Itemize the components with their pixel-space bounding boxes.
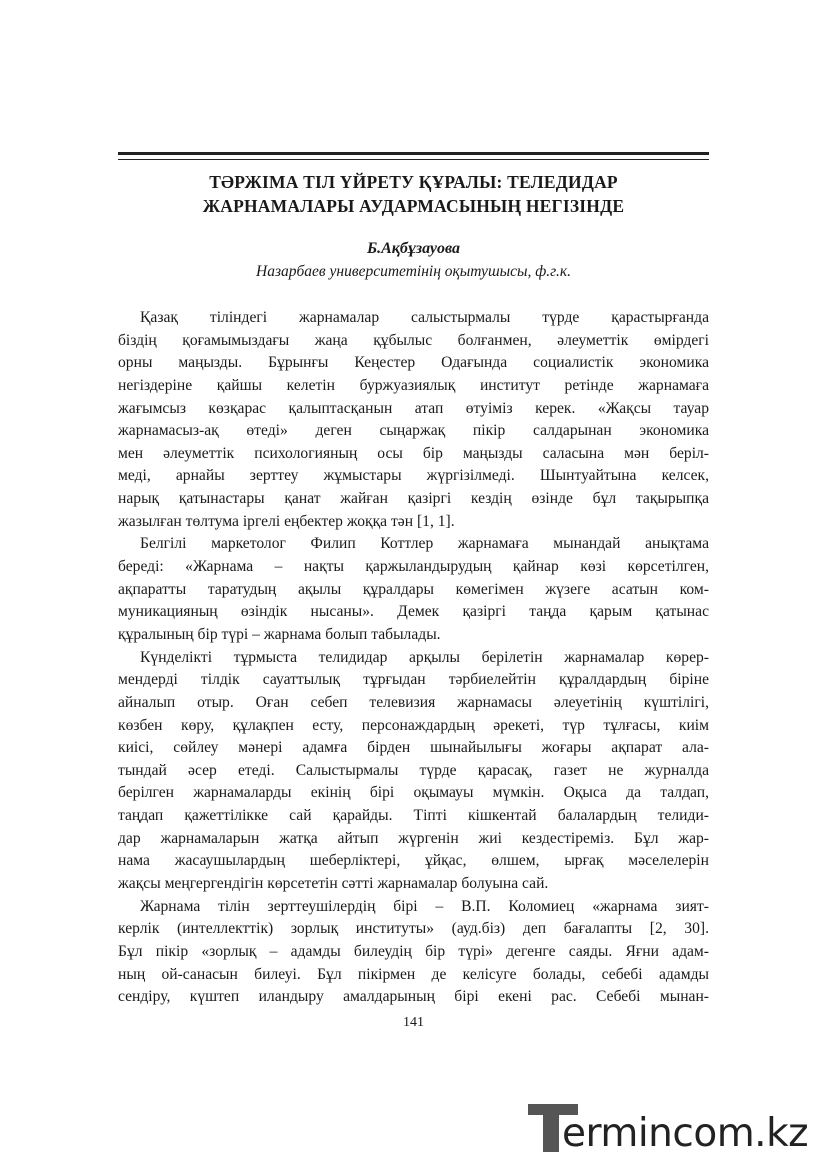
body-line: Күнделікті тұрмыста телидидар арқылы берілетін жарнамалар көрер- [140,648,709,666]
title-line: ТӘРЖІМА ТІЛ ҮЙРЕТУ ҚҰРАЛЫ: ТЕЛЕДИДАР [209,172,618,192]
body-line: таңдап қажеттілікке сай қарайды. Тіпті кішкентай балалардың телиди- [118,807,709,825]
body-line: жазылған төлтума іргелі еңбектер жоққа тән [1, 1]. [118,512,455,530]
body-line: берілген жарнамаларды екінің бірі оқымауы мүмкін. Оқыса да талдап, [118,784,709,802]
body-line: береді: «Жарнама – нақты қаржыландырудың қайнар көзі көрсетілген, [118,558,709,576]
title-line: ЖАРНАМАЛАРЫ АУДАРМАСЫНЫҢ НЕГІЗІНДЕ [202,196,625,216]
body-line: құралының бір түрі – жарнама болып табылады. [118,625,441,643]
body-line: нарық қатынастары қанат жайған қазіргі кездің өзінде бұл тақырыпқа [118,490,709,508]
article-title [118,170,709,218]
termincom-logo [528,1098,818,1156]
body-line: негіздеріне қайшы келетін буржуазиялық институт ретінде жарнамаға [118,376,709,394]
body-line: нама жасаушылардың шеберліктері, ұйқас, өлшем, ырғақ мәселелерін [118,852,709,870]
logo-text: ermincom.kz [562,1111,809,1156]
body-line: айналып отыр. Оған себеп телевизия жарнамасы әлеуетінің күштілігі, [118,693,709,711]
body-line: жағымсыз көзқарас қалыптасқанын атап өтуіміз керек. «Жақсы тауар [118,399,709,417]
body-line: көзбен көру, құлақпен есту, персонаждардың әрекеті, түр тұлғасы, киім [118,716,709,734]
body-line: орны маңызды. Бұрынғы Кеңестер Одағында социалистік экономика [118,354,709,372]
body-line: ның ой-санасын билеуі. Бұл пікірмен де келісуге болады, себебі адамды [118,965,709,983]
body-line: муникацияның өзіндік нысаны». Демек қазіргі таңда қарым қатынас [118,603,709,621]
body-line: Бұл пікір «зорлық – адамды билеудің бір түрі» дегенге саяды. Яғни адам- [118,942,709,960]
body-line: мендерді тілдік сауаттылық тұрғыдан тәрбиелейтін құралдардың біріне [118,671,709,689]
top-rule-thin [118,159,709,160]
author-name: Б.Ақбұзауова [366,240,461,257]
body-line: Белгілі маркетолог Филип Коттлер жарнамаға мынандай анықтама [140,535,709,553]
body-line: Қазақ тіліндегі жарнамалар салыстырмалы түрде қарастырғанда [140,309,709,326]
body-line: жарнамасыз-ақ өтеді» деген сыңаржақ пікір салдарынан экономика [118,422,709,440]
body-line: сендіру, күштеп иландыру амалдарының бірі екені рас. Себебі мынан- [118,988,709,1006]
body-line: біздің қоғамымыздағы жаңа құбылыс болғанмен, әлеуметтік өмірдегі [118,331,709,349]
article-body [118,307,709,1009]
top-rule-thick [118,152,709,155]
body-line: дар жарнамаларын жатқа айтып жүргенін жиі кездестіреміз. Бұл жар- [118,829,709,847]
body-line: керлік (интеллекттік) зорлық институты» (ауд.біз) деп бағалапты [2, 30]. [118,920,709,938]
body-line: жақсы меңгергендігін көрсететін сәтті жарнамалар болуына сай. [118,875,549,893]
body-line: мен әлеуметтік психологияның осы бір маңызды саласына мән беріл- [118,444,709,462]
body-line: Жарнама тілін зерттеушілердің бірі – В.П. Коломиец «жарнама зият- [140,897,709,915]
body-line: тындай әсер етеді. Салыстырмалы түрде қарасақ, газет не журналда [118,761,709,779]
body-line: меді, арнайы зерттеу жұмыстары жүргізілмеді. Шынтуайтына келсек, [118,467,709,485]
page-number: 141 [403,1015,424,1030]
body-line: ақпаратты таратудың ақылы құралдары көмегімен жүзеге асатын ком- [118,580,709,598]
author-affiliation: Назарбаев университетінің оқытушысы, ф.г.к. [256,263,571,280]
logo-t-stem [543,1104,559,1152]
body-line: киісі, сөйлеу мәнері адамға бірден шынайылығы жоғары ақпарат ала- [118,739,709,757]
